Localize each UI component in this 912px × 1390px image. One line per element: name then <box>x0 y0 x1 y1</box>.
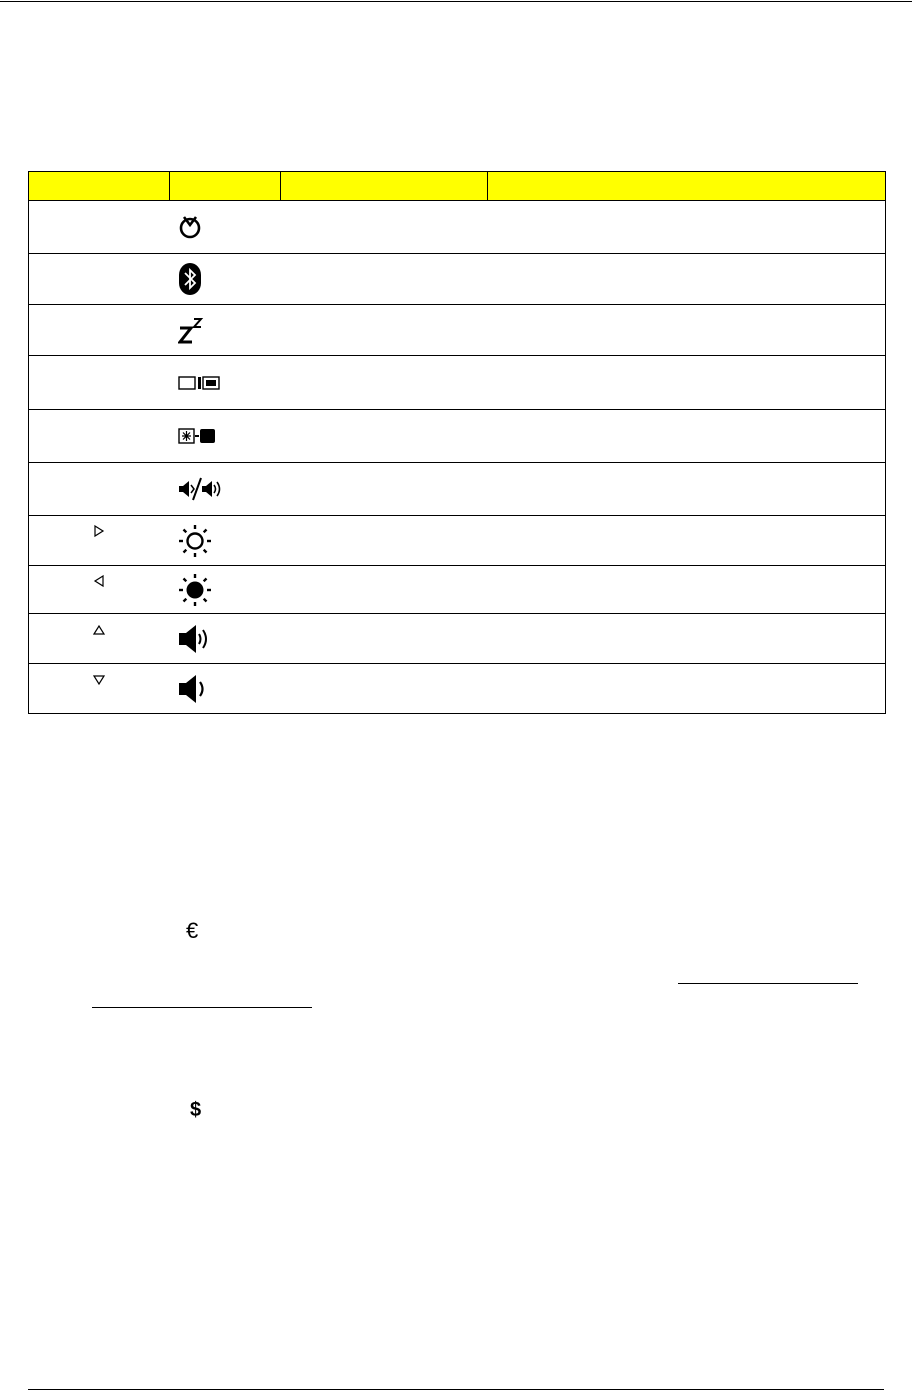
table-row <box>29 356 886 410</box>
table-row <box>29 201 886 254</box>
table-row <box>29 614 886 664</box>
column-header <box>170 172 281 201</box>
column-header <box>488 172 886 201</box>
icon-cell <box>170 201 281 254</box>
function-cell <box>488 664 886 714</box>
hotkey-cell <box>29 305 170 356</box>
table-row <box>29 254 886 305</box>
icon-cell <box>170 516 281 566</box>
icon-cell <box>170 566 281 614</box>
hotkey-table <box>28 171 886 714</box>
screen-blank-icon <box>178 427 220 445</box>
description-cell <box>281 566 488 614</box>
dollar-symbol: $ <box>190 1099 202 1121</box>
table-row <box>29 463 886 516</box>
hotkey-cell <box>29 516 170 566</box>
icon-cell <box>170 254 281 305</box>
speaker-toggle-icon <box>178 477 222 501</box>
function-cell <box>488 516 886 566</box>
function-cell <box>488 614 886 664</box>
hotkey-cell <box>29 664 170 714</box>
right-triangle-icon <box>93 524 105 538</box>
column-header <box>281 172 488 201</box>
function-cell <box>488 463 886 516</box>
table-row <box>29 305 886 356</box>
description-cell <box>281 356 488 410</box>
icon-cell <box>170 356 281 410</box>
table-row <box>29 664 886 714</box>
brightness-down-icon <box>178 573 212 607</box>
volume-down-icon <box>178 674 208 704</box>
icon-cell <box>170 463 281 516</box>
description-cell <box>281 614 488 664</box>
function-cell <box>488 201 886 254</box>
function-cell <box>488 254 886 305</box>
icon-cell <box>170 410 281 463</box>
sleep-icon <box>178 315 204 345</box>
up-triangle-icon <box>92 624 106 636</box>
description-cell <box>281 254 488 305</box>
table-header-row <box>29 172 886 201</box>
hotkey-cell <box>29 356 170 410</box>
hotkey-cell <box>29 201 170 254</box>
timer-icon <box>178 214 202 240</box>
display-toggle-icon <box>178 375 220 391</box>
description-cell <box>281 410 488 463</box>
volume-up-icon <box>178 624 212 654</box>
function-cell <box>488 566 886 614</box>
link-underline <box>92 1007 312 1008</box>
hotkey-cell <box>29 566 170 614</box>
down-triangle-icon <box>92 674 106 686</box>
hotkey-cell <box>29 614 170 664</box>
description-cell <box>281 516 488 566</box>
description-cell <box>281 305 488 356</box>
description-cell <box>281 463 488 516</box>
hotkey-cell <box>29 463 170 516</box>
table-row <box>29 410 886 463</box>
function-cell <box>488 356 886 410</box>
hotkey-cell <box>29 254 170 305</box>
link-underline <box>678 983 858 984</box>
icon-cell <box>170 614 281 664</box>
hotkey-cell <box>29 410 170 463</box>
function-cell <box>488 410 886 463</box>
brightness-up-icon <box>178 524 212 558</box>
bluetooth-icon <box>178 262 202 296</box>
icon-cell <box>170 664 281 714</box>
description-cell <box>281 201 488 254</box>
function-cell <box>488 305 886 356</box>
left-triangle-icon <box>93 574 105 588</box>
icon-cell <box>170 305 281 356</box>
euro-symbol: € <box>186 918 199 943</box>
table-row <box>29 566 886 614</box>
column-header <box>29 172 170 201</box>
top-rule <box>0 1 912 2</box>
table-row <box>29 516 886 566</box>
description-cell <box>281 664 488 714</box>
